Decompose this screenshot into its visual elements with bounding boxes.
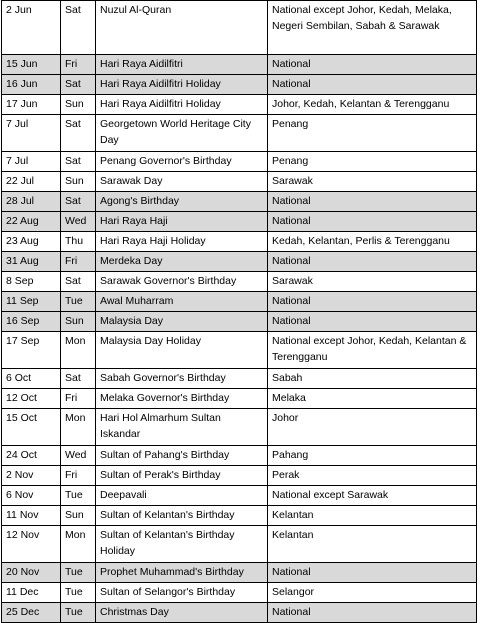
- holiday-states-cell: National except Sarawak: [268, 486, 477, 506]
- holiday-name-cell: Sabah Governor's Birthday: [96, 369, 268, 389]
- holiday-date-cell: 2 Nov: [2, 466, 61, 486]
- holiday-name-cell: Hari Raya Aidilfitri: [96, 55, 268, 75]
- holiday-date-cell: 24 Oct: [2, 446, 61, 466]
- holiday-states-cell: National: [268, 55, 477, 75]
- holiday-row: [2, 232, 477, 252]
- holiday-row: [2, 466, 477, 486]
- holiday-row: [2, 95, 477, 115]
- holiday-date-cell: 12 Nov: [2, 526, 61, 563]
- holiday-states-cell: National except Johor, Kedah, Melaka, Negeri Sembilan, Sabah & Sarawak: [268, 1, 477, 55]
- holiday-date-cell: 20 Nov: [2, 563, 61, 583]
- holiday-date-cell: 11 Sep: [2, 292, 61, 312]
- holiday-day-cell: Tue: [61, 292, 96, 312]
- holiday-date-cell: 7 Jul: [2, 152, 61, 172]
- holiday-row: [2, 252, 477, 272]
- holiday-date-cell: 11 Dec: [2, 583, 61, 603]
- holiday-name-cell: Nuzul Al-Quran: [96, 1, 268, 55]
- holiday-row: [2, 192, 477, 212]
- holiday-date-cell: 28 Jul: [2, 192, 61, 212]
- holiday-day-cell: Sun: [61, 95, 96, 115]
- holiday-day-cell: Fri: [61, 252, 96, 272]
- holiday-day-cell: Tue: [61, 583, 96, 603]
- holiday-states-cell: National: [268, 75, 477, 95]
- holiday-date-cell: 2 Jun: [2, 1, 61, 55]
- holiday-row: [2, 312, 477, 332]
- holiday-date-cell: 7 Jul: [2, 115, 61, 152]
- holiday-states-cell: Sarawak: [268, 172, 477, 192]
- holiday-day-cell: Sat: [61, 75, 96, 95]
- holiday-name-cell: Sultan of Pahang's Birthday: [96, 446, 268, 466]
- holiday-row: [2, 526, 477, 563]
- holiday-row: [2, 1, 477, 55]
- holiday-row: [2, 389, 477, 409]
- holiday-day-cell: Sat: [61, 152, 96, 172]
- holiday-states-cell: Selangor: [268, 583, 477, 603]
- holiday-date-cell: 16 Jun: [2, 75, 61, 95]
- holiday-row: [2, 446, 477, 466]
- holiday-name-cell: Sarawak Governor's Birthday: [96, 272, 268, 292]
- holiday-states-cell: Melaka: [268, 389, 477, 409]
- holiday-day-cell: Mon: [61, 526, 96, 563]
- holiday-day-cell: Mon: [61, 332, 96, 369]
- holiday-name-cell: Penang Governor's Birthday: [96, 152, 268, 172]
- holiday-name-cell: Deepavali: [96, 486, 268, 506]
- holiday-date-cell: 25 Dec: [2, 603, 61, 623]
- holiday-name-cell: Awal Muharram: [96, 292, 268, 312]
- holiday-states-cell: Kelantan: [268, 526, 477, 563]
- holiday-date-cell: 31 Aug: [2, 252, 61, 272]
- holiday-table: [1, 0, 477, 623]
- holiday-states-cell: Penang: [268, 115, 477, 152]
- holiday-name-cell: Prophet Muhammad's Birthday: [96, 563, 268, 583]
- holiday-states-cell: National: [268, 212, 477, 232]
- holiday-day-cell: Sat: [61, 272, 96, 292]
- holiday-table-body: [2, 1, 477, 623]
- holiday-row: [2, 563, 477, 583]
- holiday-date-cell: 6 Oct: [2, 369, 61, 389]
- holiday-row: [2, 603, 477, 623]
- holiday-day-cell: Wed: [61, 212, 96, 232]
- holiday-row: [2, 369, 477, 389]
- holiday-states-cell: National: [268, 563, 477, 583]
- holiday-states-cell: Kedah, Kelantan, Perlis & Terengganu: [268, 232, 477, 252]
- holiday-row: [2, 115, 477, 152]
- holiday-date-cell: 6 Nov: [2, 486, 61, 506]
- holiday-date-cell: 8 Sep: [2, 272, 61, 292]
- holiday-date-cell: 15 Jun: [2, 55, 61, 75]
- holiday-day-cell: Tue: [61, 603, 96, 623]
- holiday-day-cell: Mon: [61, 409, 96, 446]
- holiday-date-cell: 15 Oct: [2, 409, 61, 446]
- holiday-day-cell: Tue: [61, 486, 96, 506]
- holiday-day-cell: Tue: [61, 563, 96, 583]
- holiday-name-cell: Georgetown World Heritage City Day: [96, 115, 268, 152]
- holiday-name-cell: Hari Hol Almarhum Sultan Iskandar: [96, 409, 268, 446]
- holiday-row: [2, 332, 477, 369]
- holiday-date-cell: 22 Jul: [2, 172, 61, 192]
- holiday-day-cell: Thu: [61, 232, 96, 252]
- holiday-date-cell: 12 Oct: [2, 389, 61, 409]
- holiday-date-cell: 22 Aug: [2, 212, 61, 232]
- holiday-name-cell: Merdeka Day: [96, 252, 268, 272]
- holiday-name-cell: Sultan of Kelantan's Birthday: [96, 506, 268, 526]
- holiday-day-cell: Sat: [61, 192, 96, 212]
- holiday-name-cell: Agong's Birthday: [96, 192, 268, 212]
- holiday-states-cell: National: [268, 292, 477, 312]
- holiday-states-cell: Sabah: [268, 369, 477, 389]
- holiday-states-cell: National: [268, 312, 477, 332]
- holiday-day-cell: Fri: [61, 466, 96, 486]
- holiday-states-cell: Sarawak: [268, 272, 477, 292]
- holiday-row: [2, 506, 477, 526]
- holiday-states-cell: National: [268, 192, 477, 212]
- holiday-states-cell: Johor: [268, 409, 477, 446]
- holiday-day-cell: Wed: [61, 446, 96, 466]
- holiday-states-cell: Johor, Kedah, Kelantan & Terengganu: [268, 95, 477, 115]
- holiday-date-cell: 17 Jun: [2, 95, 61, 115]
- holiday-day-cell: Sun: [61, 172, 96, 192]
- holiday-states-cell: National except Johor, Kedah, Kelantan & Terengganu: [268, 332, 477, 369]
- holiday-day-cell: Sat: [61, 1, 96, 55]
- holiday-row: [2, 152, 477, 172]
- holiday-states-cell: National: [268, 603, 477, 623]
- holiday-name-cell: Christmas Day: [96, 603, 268, 623]
- holiday-row: [2, 486, 477, 506]
- holiday-name-cell: Sultan of Perak's Birthday: [96, 466, 268, 486]
- holiday-date-cell: 23 Aug: [2, 232, 61, 252]
- holiday-row: [2, 272, 477, 292]
- holiday-states-cell: National: [268, 252, 477, 272]
- holiday-name-cell: Sarawak Day: [96, 172, 268, 192]
- holiday-name-cell: Hari Raya Aidilfitri Holiday: [96, 95, 268, 115]
- holiday-name-cell: Melaka Governor's Birthday: [96, 389, 268, 409]
- holiday-name-cell: Sultan of Kelantan's Birthday Holiday: [96, 526, 268, 563]
- holiday-date-cell: 16 Sep: [2, 312, 61, 332]
- holiday-states-cell: Perak: [268, 466, 477, 486]
- holiday-date-cell: 17 Sep: [2, 332, 61, 369]
- holiday-states-cell: Penang: [268, 152, 477, 172]
- holiday-row: [2, 583, 477, 603]
- holiday-states-cell: Kelantan: [268, 506, 477, 526]
- holiday-name-cell: Malaysia Day Holiday: [96, 332, 268, 369]
- holiday-row: [2, 212, 477, 232]
- holiday-name-cell: Sultan of Selangor's Birthday: [96, 583, 268, 603]
- holiday-day-cell: Sun: [61, 312, 96, 332]
- holiday-row: [2, 172, 477, 192]
- holiday-day-cell: Fri: [61, 389, 96, 409]
- holiday-date-cell: 11 Nov: [2, 506, 61, 526]
- holiday-states-cell: Pahang: [268, 446, 477, 466]
- holiday-row: [2, 292, 477, 312]
- holiday-row: [2, 75, 477, 95]
- holiday-name-cell: Hari Raya Haji: [96, 212, 268, 232]
- holiday-row: [2, 409, 477, 446]
- holiday-day-cell: Sun: [61, 506, 96, 526]
- holiday-name-cell: Hari Raya Haji Holiday: [96, 232, 268, 252]
- holiday-day-cell: Fri: [61, 55, 96, 75]
- holiday-name-cell: Malaysia Day: [96, 312, 268, 332]
- holiday-day-cell: Sat: [61, 115, 96, 152]
- holiday-name-cell: Hari Raya Aidilfitri Holiday: [96, 75, 268, 95]
- holiday-row: [2, 55, 477, 75]
- holiday-day-cell: Sat: [61, 369, 96, 389]
